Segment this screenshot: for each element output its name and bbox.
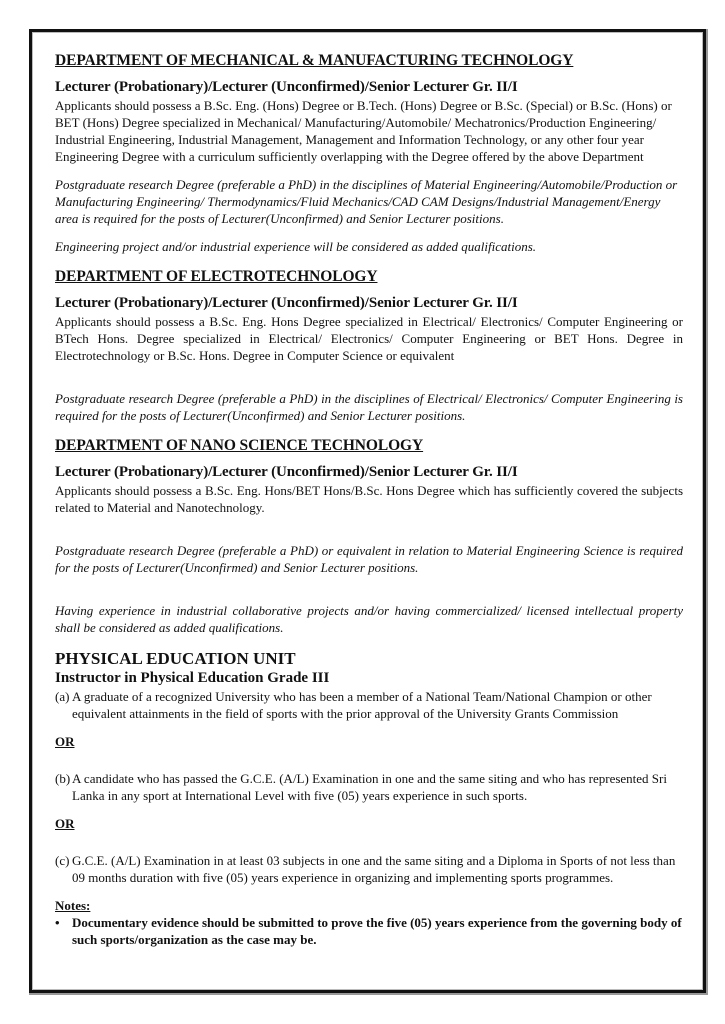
post-title: Lecturer (Probationary)/Lecturer (Unconfirmed)/Senior Lecturer Gr. II/I [55,464,518,480]
physical-education-section [55,649,683,948]
option-label: (b) [55,771,71,786]
post-title: Instructor in Physical Education Grade III [55,670,330,686]
note-text: Documentary evidence should be submitted to prove the five (05) years experience from the governing body of such sports/organization as the case may be. [72,915,682,947]
requirements-text: Applicants should possess a B.Sc. Eng. Hons Degree specialized in Electrical/ Electronics/ Computer Engineering or BTech Hons. Degree specialized in Electrical/ Electronics/ Computer Engineering or BET Hons. Degree in Electrotechnology or B.Sc. Hons. Degree in Computer Science or equivalent [55,314,683,363]
dept-heading: DEPARTMENT OF NANO SCIENCE TECHNOLOGY [55,437,424,454]
dept-heading: DEPARTMENT OF MECHANICAL & MANUFACTURING TECHNOLOGY [55,52,574,69]
bullet-icon: • [55,915,60,930]
option-text: A candidate who has passed the G.C.E. (A/L) Examination in one and the same siting and who has represented Sri Lanka in any sport at International Level with five (05) years experience in such sports. [72,771,667,803]
requirements-text: Applicants should possess a B.Sc. Eng. Hons/BET Hons/B.Sc. Hons Degree which has sufficiently covered the subjects related to Material and Nanotechnology. [55,483,683,515]
dept-nano-science-section [55,437,683,636]
option-text: G.C.E. (A/L) Examination in at least 03 subjects in one and the same siting and a Diploma in Sports of not less than 09 months duration with five (05) years experience in organizing and implementing sports programmes. [72,853,676,885]
additional-qualifications-text: Engineering project and/or industrial experience will be considered as added qualifications. [55,239,537,254]
option-label: (c) [55,853,70,868]
note-item [55,914,683,948]
postgraduate-text: Postgraduate research Degree (preferable a PhD) in the disciplines of Material Engineering/Automobile/Production or Manufacturing Engineering/ Thermodynamics/Fluid Mechanics/CAD CAM Designs/Industrial Management/Energy area is required for the posts of Lecturer(Unconfirmed) and Senior Lecturer positions. [55,177,678,226]
unit-heading: PHYSICAL EDUCATION UNIT [55,649,296,668]
option-b [55,770,683,804]
or-separator: OR [55,816,75,831]
dept-heading: DEPARTMENT OF ELECTROTECHNOLOGY [55,268,378,285]
dept-electrotechnology-section [55,268,683,424]
postgraduate-text: Postgraduate research Degree (preferable a PhD) or equivalent in relation to Material Engineering Science is required for the posts of Lecturer(Unconfirmed) and Senior Lecturer positions. [55,543,683,575]
notes-heading: Notes: [55,898,91,913]
postgraduate-text: Postgraduate research Degree (preferable a PhD) in the disciplines of Electrical/ Electronics/ Computer Engineering is required for the posts of Lecturer(Unconfirmed) and Senior Lecturer positions. [55,391,683,423]
document-body [55,52,683,948]
option-c [55,852,683,886]
option-label: (a) [55,689,70,704]
dept-mechanical-section [55,52,683,255]
post-title: Lecturer (Probationary)/Lecturer (Unconfirmed)/Senior Lecturer Gr. II/I [55,79,518,95]
option-a [55,688,683,722]
post-title: Lecturer (Probationary)/Lecturer (Unconfirmed)/Senior Lecturer Gr. II/I [55,295,518,311]
requirements-text: Applicants should possess a B.Sc. Eng. (Hons) Degree or B.Tech. (Hons) Degree or B.Sc. (Special) or B.Sc. (Hons) or BET (Hons) Degree specialized in Mechanical/ Manufacturing/Automobile/ Mechatronics/Production Engineering/ Industrial Engineering, Industrial Management, Management and Information Technology, or any other four year Engineering Degree with a curriculum sufficiently overlapping with the Degree offered by the above Department [55,98,672,164]
additional-qualifications-text: Having experience in industrial collaborative projects and/or having commercialized/ licensed intellectual property shall be considered as added qualifications. [55,603,683,635]
or-separator: OR [55,734,75,749]
option-text: A graduate of a recognized University who has been a member of a National Team/National Champion or other equivalent attainments in the field of sports with the prior approval of the University Grants Commission [72,689,652,721]
